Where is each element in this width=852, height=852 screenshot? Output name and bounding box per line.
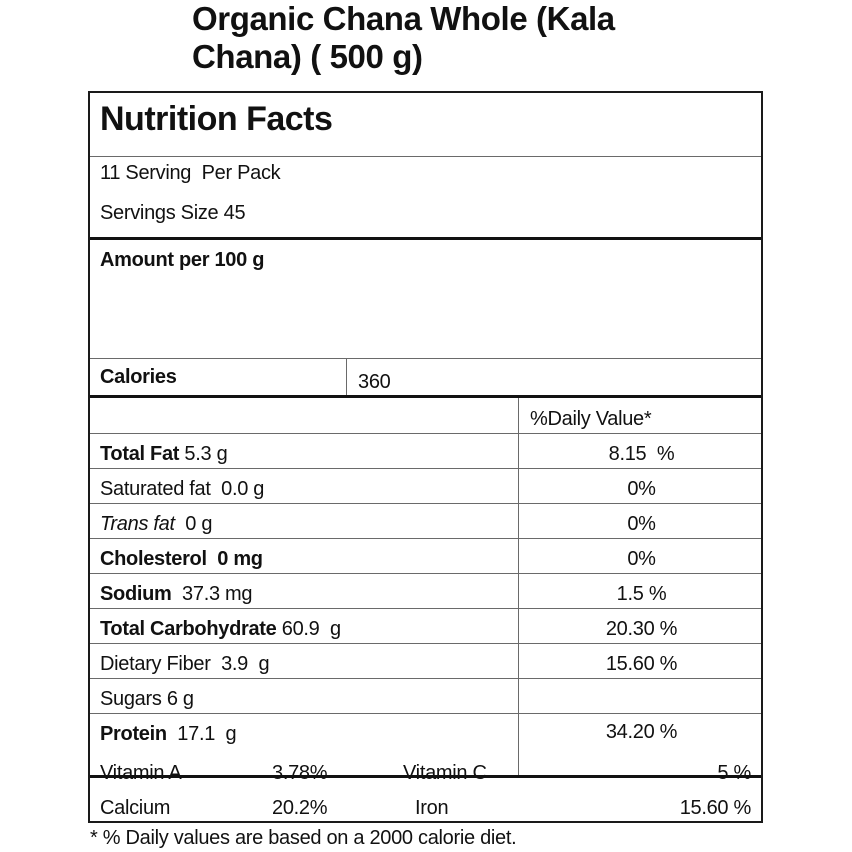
nutrient-row-protein: [100, 722, 236, 746]
divider: [90, 433, 761, 434]
product-title-line-2: Chana) ( 500 g): [192, 38, 423, 75]
nutrient-amount: 3.9 g: [210, 653, 270, 675]
nutrient-amount: 17.1 g: [166, 723, 237, 745]
calcium-label: Calcium: [100, 797, 171, 819]
nutrient-amount: 0 g: [174, 513, 213, 535]
calories-label: Calories: [100, 366, 177, 388]
vitamin-a-label: Vitamin A: [100, 762, 182, 784]
nutrient-row-trans-fat: [100, 512, 212, 536]
serving-size: Servings Size 45: [100, 202, 246, 224]
iron-label: Iron: [415, 797, 449, 819]
calories-column-divider: [346, 358, 347, 395]
nutrient-dv: 20.30 %: [605, 618, 678, 640]
nutrient-dv: 0%: [627, 513, 656, 535]
nutrient-dv: 15.60 %: [605, 653, 678, 675]
divider: [90, 678, 761, 679]
nutrient-amount: 37.3 mg: [171, 583, 253, 605]
nutrient-name: Trans fat: [100, 513, 175, 535]
nutrient-name: Saturated fat: [100, 478, 211, 500]
divider: [90, 358, 761, 359]
nutrient-row-dietary-fiber: [100, 652, 269, 676]
daily-value-footnote: * % Daily values are based on a 2000 calorie diet.: [90, 827, 517, 849]
nutrient-name: Sodium: [100, 583, 172, 605]
divider: [90, 538, 761, 539]
daily-value-header: %Daily Value*: [530, 408, 652, 430]
nutrient-amount: 5.3 g: [179, 443, 228, 465]
dv-column-divider: [518, 398, 519, 776]
nutrition-facts-heading: Nutrition Facts: [100, 100, 333, 138]
divider: [90, 468, 761, 469]
vitamin-c-value: 5 %: [717, 762, 751, 784]
nutrient-name: Total Carbohydrate: [100, 618, 277, 640]
nutrient-name: Protein: [100, 723, 167, 745]
nutrient-dv: 0%: [627, 478, 656, 500]
divider: [90, 573, 761, 574]
nutrient-name: Sugars: [100, 688, 162, 710]
nutrient-name: Total Fat: [100, 443, 180, 465]
nutrient-dv: 0%: [627, 548, 656, 570]
divider: [90, 156, 761, 157]
nutrient-name: Dietary Fiber: [100, 653, 211, 675]
divider: [90, 713, 761, 714]
nutrient-amount: 0 mg: [206, 548, 263, 570]
nutrient-name: Cholesterol: [100, 548, 207, 570]
calcium-value: 20.2%: [272, 797, 328, 819]
calories-value: 360: [358, 371, 391, 393]
servings-per-pack: 11 Serving Per Pack: [100, 162, 281, 184]
product-title: [192, 0, 812, 76]
nutrient-row-sugars: [100, 687, 194, 711]
product-title-line-1: Organic Chana Whole (Kala: [192, 0, 615, 37]
divider: [90, 503, 761, 504]
nutrient-row-saturated-fat: [100, 477, 264, 501]
divider: [90, 608, 761, 609]
vitamin-c-label: Vitamin C: [403, 762, 487, 784]
nutrient-row-sodium: [100, 582, 252, 606]
thick-divider: [90, 395, 761, 398]
nutrient-dv: 8.15 %: [608, 443, 675, 465]
nutrient-amount: 0.0 g: [210, 478, 265, 500]
divider: [90, 643, 761, 644]
nutrient-row-total-fat: [100, 442, 227, 466]
nutrient-row-total-carbohydrate: [100, 617, 341, 641]
nutrient-row-cholesterol: [100, 547, 263, 571]
iron-value: 15.60 %: [679, 797, 751, 819]
nutrient-dv: 34.20 %: [605, 721, 678, 743]
nutrient-amount: 60.9 g: [276, 618, 341, 640]
nutrient-amount: 6 g: [161, 688, 194, 710]
amount-per-label: Amount per 100 g: [100, 249, 265, 271]
thick-divider: [90, 237, 761, 240]
nutrient-dv: 1.5 %: [616, 583, 667, 605]
vitamin-a-value: 3.78%: [272, 762, 328, 784]
nutrition-facts-label: [88, 91, 763, 823]
